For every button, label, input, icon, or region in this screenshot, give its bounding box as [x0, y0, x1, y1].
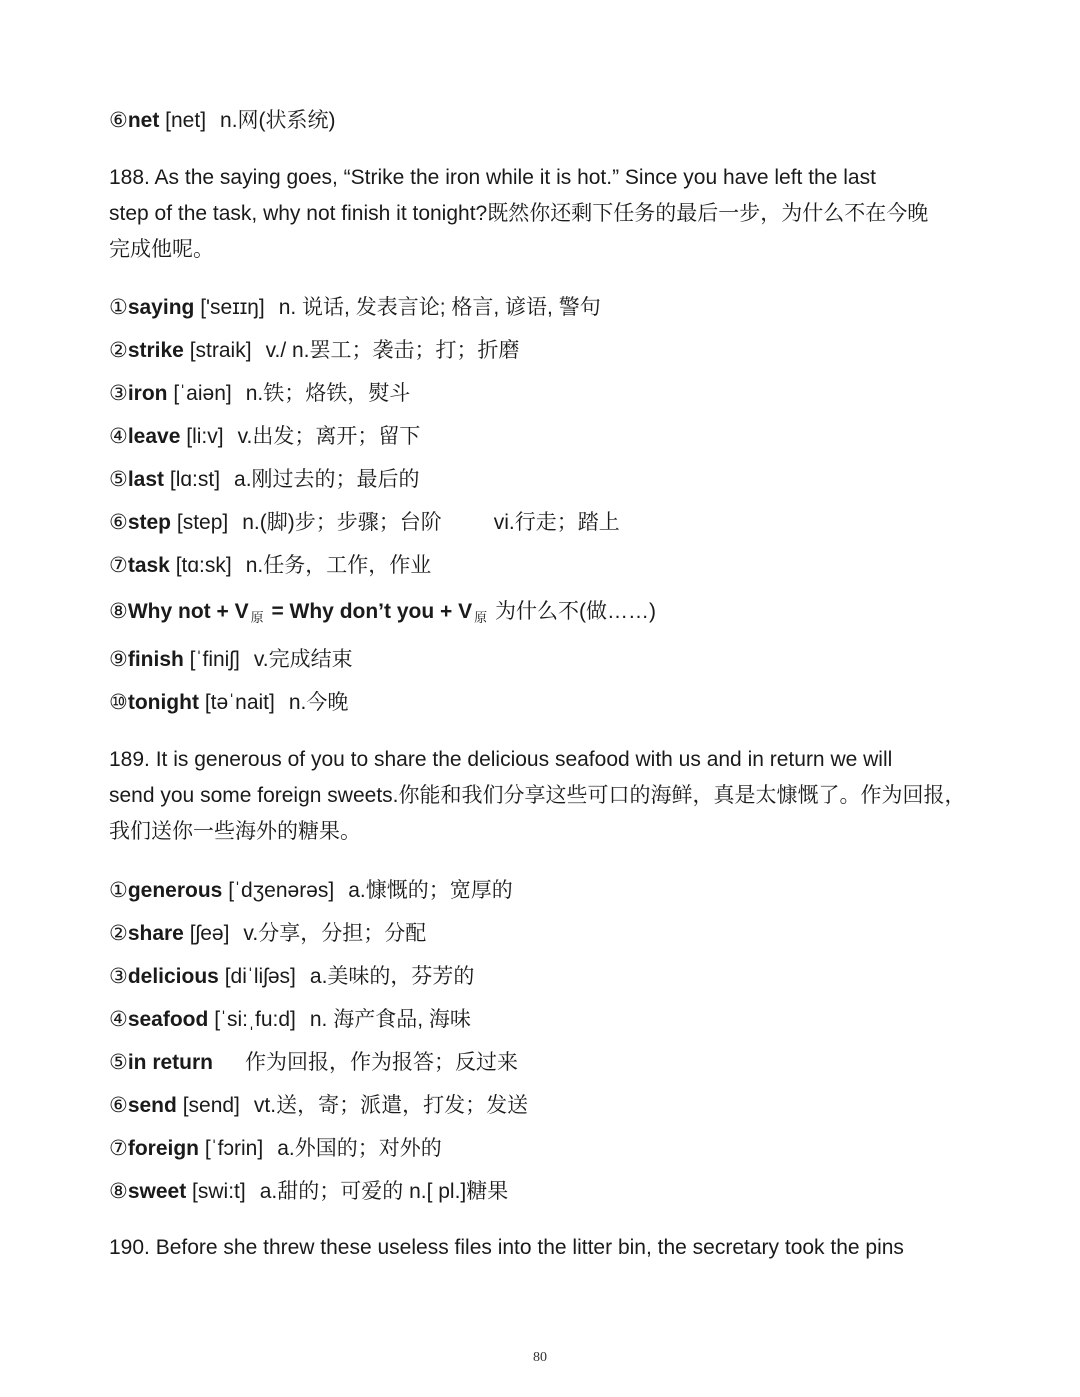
entry-number: ③ [109, 965, 128, 988]
entry-definition: n. 说话, 发表言论; 格言, 谚语, 警句 [278, 296, 601, 319]
entry-phonetic: [net] [165, 109, 207, 132]
entry-word: generous [127, 879, 223, 902]
sentence-189 [109, 742, 979, 850]
entry-word: foreign [127, 1137, 199, 1160]
vocab-entry [109, 380, 410, 408]
entry-number: ⑨ [109, 648, 128, 671]
entry-phonetic: [step] [176, 511, 229, 534]
entry-number: ⑦ [109, 554, 128, 577]
entry-phonetic: [ˈfɔrin] [204, 1137, 264, 1160]
entry-phonetic: [diˈliʃəs] [224, 965, 296, 988]
entry-word: last [127, 468, 165, 491]
entry-word: leave [127, 425, 181, 448]
entry-definition: a.刚过去的；最后的 [234, 468, 420, 491]
entry-number: ① [109, 879, 128, 902]
vocab-entry [109, 963, 474, 991]
vocab-entry [109, 107, 336, 135]
entry-number: ③ [109, 382, 128, 405]
entry-definition: a.美味的，芬芳的 [309, 965, 475, 988]
entry-number: ⑥ [109, 1094, 128, 1117]
subscript-label: 原 [250, 610, 264, 625]
vocab-entry [109, 646, 353, 674]
entry-phonetic: [təˈnait] [204, 691, 275, 714]
entry-number: ⑩ [109, 691, 128, 714]
vocab-entry [109, 877, 513, 905]
entry-word: saying [127, 296, 195, 319]
entry-number: ⑤ [109, 1051, 128, 1074]
entry-word: task [127, 554, 170, 577]
sentence-line: 完成他呢。 [109, 238, 214, 261]
entry-definition: a.外国的；对外的 [277, 1137, 442, 1160]
entry-phonetic: [lɑ:st] [169, 468, 221, 491]
entry-word: finish [127, 648, 184, 671]
entry-word: send [127, 1094, 177, 1117]
entry-definition: n.今晚 [288, 691, 349, 714]
sentence-line: 189. It is generous of you to share the delicious seafood with us and in return we will [109, 748, 893, 771]
entry-definition: n.铁；烙铁，熨斗 [245, 382, 411, 405]
entry-definition: n.(脚)步；步骤；台阶 [242, 511, 442, 534]
vocab-entry-why-not [109, 598, 656, 632]
entry-word: net [127, 109, 160, 132]
entry-definition: 作为回报，作为报答；反过来 [245, 1051, 518, 1074]
entry-phonetic: [ˈfiniʃ] [189, 648, 240, 671]
entry-word: step [127, 511, 172, 534]
vocab-entry [109, 423, 420, 451]
entry-word: tonight [127, 691, 199, 714]
sentence-line: 我们送你一些海外的糖果。 [109, 820, 361, 843]
sentence-188 [109, 160, 979, 268]
vocab-entry [109, 466, 420, 494]
entry-phonetic: [send] [182, 1094, 240, 1117]
entry-definition: v.出发；离开；留下 [237, 425, 421, 448]
entry-number: ④ [109, 1008, 128, 1031]
vocab-entry [109, 552, 431, 580]
sentence-190: 190. Before she threw these useless files into the litter bin, the secretary took the pins [109, 1236, 904, 1259]
entry-phonetic: ['seɪɪŋ] [200, 296, 265, 319]
entry-phonetic: [straik] [189, 339, 252, 362]
entry-phonetic: [li:v] [186, 425, 224, 448]
vocab-entry [109, 1178, 508, 1206]
entry-definition: n.任务，工作，作业 [245, 554, 432, 577]
sentence-line: send you some foreign sweets.你能和我们分享这些可口的海鲜，真是太慷慨了。作为回报， [109, 784, 966, 807]
vocab-entry [109, 509, 620, 537]
page-number: 80 [533, 1350, 547, 1365]
vocab-entry [109, 294, 601, 322]
entry-number: ② [109, 922, 128, 945]
entry-number: ⑧ [109, 600, 128, 623]
vocab-entry [109, 920, 426, 948]
entry-phonetic: [ʃeə] [189, 922, 230, 945]
subscript-label: 原 [474, 610, 488, 625]
entry-definition: a.慷慨的；宽厚的 [348, 879, 513, 902]
entry-definition-2: vi.行走；踏上 [493, 511, 620, 534]
vocab-entry [109, 1006, 471, 1034]
entry-definition: vt.送，寄；派遣，打发；发送 [253, 1094, 529, 1117]
entry-phonetic: [ˈaiən] [173, 382, 232, 405]
vocab-entry [109, 337, 520, 365]
entry-number: ⑧ [109, 1180, 128, 1203]
entry-number: ⑥ [109, 109, 128, 132]
entry-word: Why not + V [127, 600, 249, 623]
entry-number: ① [109, 296, 128, 319]
entry-definition: a.甜的；可爱的 n.[ pl.]糖果 [259, 1180, 509, 1203]
entry-word: iron [127, 382, 168, 405]
entry-definition: 为什么不(做……) [494, 600, 656, 623]
vocab-entry [109, 1049, 518, 1077]
entry-phonetic: [tɑ:sk] [175, 554, 232, 577]
vocab-entry [109, 689, 348, 717]
entry-word: strike [127, 339, 184, 362]
entry-number: ④ [109, 425, 128, 448]
entry-number: ⑦ [109, 1137, 128, 1160]
vocab-entry [109, 1092, 528, 1120]
entry-definition: n. 海产食品, 海味 [309, 1008, 471, 1031]
entry-number: ⑥ [109, 511, 128, 534]
sentence-line: step of the task, why not finish it tonight?既然你还剩下任务的最后一步，为什么不在今晚 [109, 202, 929, 225]
entry-phonetic: [ˈsi:ˌfu:d] [214, 1008, 296, 1031]
entry-definition: v.完成结束 [253, 648, 353, 671]
entry-number: ② [109, 339, 128, 362]
entry-word: delicious [127, 965, 219, 988]
entry-word-equivalent: = Why don’t you + V [271, 600, 473, 623]
vocab-entry [109, 1135, 442, 1163]
entry-number: ⑤ [109, 468, 128, 491]
sentence-line: 188. As the saying goes, “Strike the iron while it is hot.” Since you have left the last [109, 166, 876, 189]
entry-phonetic: [ˈdʒenərəs] [228, 879, 335, 902]
entry-definition: n.网(状系统) [220, 109, 336, 132]
entry-definition: v./ n.罢工；袭击；打；折磨 [265, 339, 520, 362]
entry-definition: v.分享，分担；分配 [243, 922, 427, 945]
entry-phonetic: [swi:t] [192, 1180, 246, 1203]
entry-word: share [127, 922, 184, 945]
entry-word: sweet [127, 1180, 187, 1203]
entry-word: in return [127, 1051, 213, 1074]
entry-word: seafood [127, 1008, 209, 1031]
